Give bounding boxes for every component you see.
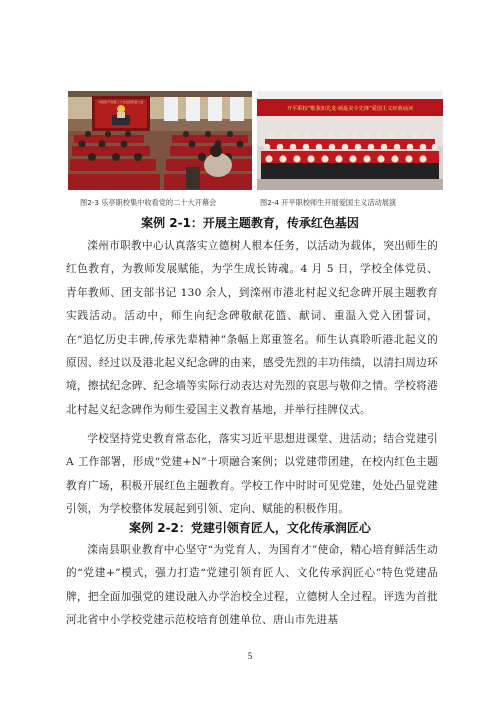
figure-caption-1: 图2-3 乐亭职校集中收看党的二十大开幕会 xyxy=(80,198,217,207)
group-photo-image xyxy=(257,91,443,190)
page-number: 5 xyxy=(247,651,253,661)
section-heading-case-2-2: 案例 2-2：党建引领育匠人，文化传承润匠心 xyxy=(129,521,371,535)
section-heading-case-2-1: 案例 2-1：开展主题教育，传承红色基因 xyxy=(141,216,359,230)
svg-text:开平职校“歌我知先龙·颂最美少先锋”爱国主义经典诵读: 开平职校“歌我知先龙·颂最美少先锋”爱国主义经典诵读 xyxy=(286,106,414,112)
paragraph: 滦州市职教中心认真落实立德树人根本任务，以活动为载体，突出师生的红色教育，为教师发展赋能，为学生成长铸魂。4 月 5 日，学校全体党员、青年教师、团支部书记 130 余人，到滦州市港北村起义纪念碑开展主题教育实践活动。活动中，师生向纪念碑敬献花篮、献词、重温入党入团誓词，在“追忆历史丰碑,传承先辈精神”条幅上郑重签名。师生认真聆听港北起义的原因、经过以及港北起义纪念碑的由来，感受先烈的丰功伟绩，以清扫周边环境，擦拭纪念碑、纪念墙等实际行动表达对先烈的哀思与敬仰之情。学校将港北村起义纪念碑作为师生爱国主义教育基地，并举行挂牌仪式。 xyxy=(66,240,438,416)
photo-congress-viewing xyxy=(68,91,252,190)
photo-patriotic-activity xyxy=(257,91,443,190)
svg-text:中国共产党第二十次全国代表大会: 中国共产党第二十次全国代表大会 xyxy=(98,100,144,104)
figure-caption-2: 图2-4 开平职校师生开展爱国主义活动展演 xyxy=(260,198,397,207)
paragraph: 滦南县职业教育中心坚守“为党育人、为国育才”使命，精心培育鲜活生动的“党建+”模式，强力打造“党建引领育匠人、文化传承润匠心”特色党建品牌，把全面加强党的建设融入办学治校全过程，立德树人全过程。评选为首批河北省中小学校党建示范校培育创建单位、唐山市先进基 xyxy=(66,544,438,627)
meeting-hall-image xyxy=(68,91,252,190)
paragraph: 学校坚持党史教育常态化，落实习近平思想进课堂、进活动；结合党建引 A 工作部署，形成“党建+N”十项融合案例；以党建带团建，在校内红色主题教育广场，积极开展红色主题教育。学校工作中时时可见党建，处处凸显党建引领，为学校整体发展起到引领、定向、赋能的积极作用。 xyxy=(66,433,438,516)
